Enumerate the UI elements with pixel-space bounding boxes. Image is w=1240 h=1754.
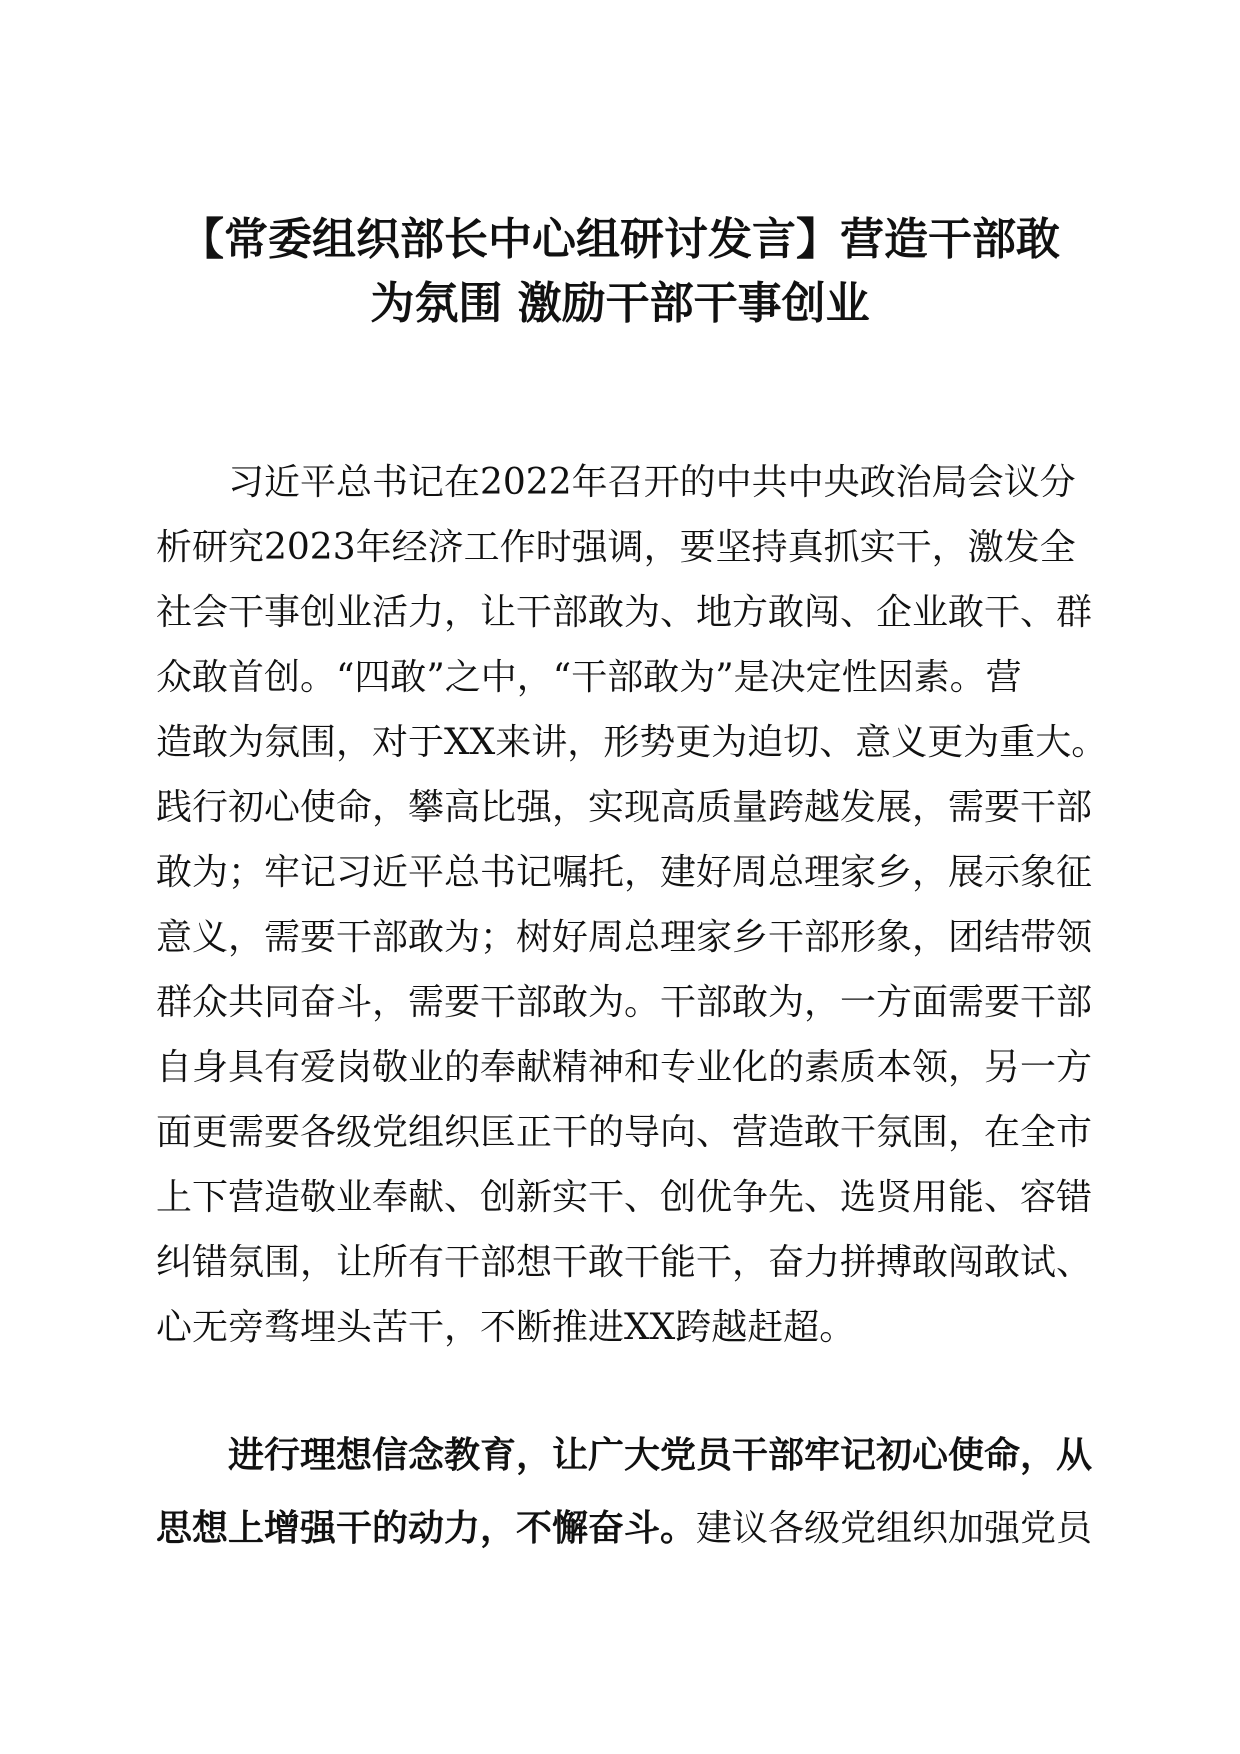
document-title bbox=[150, 208, 1090, 336]
paragraph-line: 纠错氛围，让所有干部想干敢干能干，奋力拼搏敢闯敢试、 bbox=[156, 1242, 1093, 1283]
paragraph-line: 上下营造敬业奉献、创新实干、创优争先、选贤用能、容错 bbox=[156, 1177, 1093, 1218]
paragraph-line: 践行初心使命，攀高比强，实现高质量跨越发展，需要干部 bbox=[156, 787, 1093, 828]
paragraph-2-heading-line: 进行理想信念教育，让广大党员干部牢记初心使命，从 bbox=[228, 1435, 1093, 1476]
paragraph-2 bbox=[156, 1420, 1096, 1564]
paragraph-line: 社会干事创业活力，让干部敢为、地方敢闯、企业敢干、群 bbox=[156, 592, 1093, 633]
title-line-2: 为氛围 激励干部干事创业 bbox=[370, 278, 870, 329]
paragraph-line: 造敢为氛围，对于XX来讲，形势更为迫切、意义更为重大。 bbox=[156, 722, 1108, 763]
paragraph-line: 心无旁骛埋头苦干，不断推进XX跨越赶超。 bbox=[156, 1307, 856, 1348]
paragraph-2-body-start: 建议各级党组织加强党员 bbox=[696, 1508, 1093, 1549]
paragraph-line: 面更需要各级党组织匡正干的导向、营造敢干氛围，在全市 bbox=[156, 1112, 1093, 1153]
paragraph-2-heading-end: 思想上增强干的动力，不懈奋斗。 bbox=[156, 1508, 697, 1549]
paragraph-line: 析研究2023年经济工作时强调，要坚持真抓实干，激发全 bbox=[156, 527, 1076, 568]
paragraph-line: 自身具有爱岗敬业的奉献精神和专业化的素质本领，另一方 bbox=[156, 1047, 1093, 1088]
paragraph-line: 习近平总书记在2022年召开的中共中央政治局会议分 bbox=[228, 462, 1076, 503]
paragraph-2-line bbox=[156, 1492, 1096, 1564]
paragraph-line: 敢为；牢记习近平总书记嘱托，建好周总理家乡，展示象征 bbox=[156, 852, 1093, 893]
paragraph-line: 意义，需要干部敢为；树好周总理家乡干部形象，团结带领 bbox=[156, 917, 1093, 958]
paragraph-line: 群众共同奋斗，需要干部敢为。干部敢为，一方面需要干部 bbox=[156, 982, 1093, 1023]
paragraph-line: 众敢首创。“四敢”之中，“干部敢为”是决定性因素。营 bbox=[156, 657, 1022, 698]
paragraph-1 bbox=[156, 450, 1108, 1360]
title-line-1: 【常委组织部长中心组研讨发言】营造干部敢 bbox=[180, 214, 1060, 265]
